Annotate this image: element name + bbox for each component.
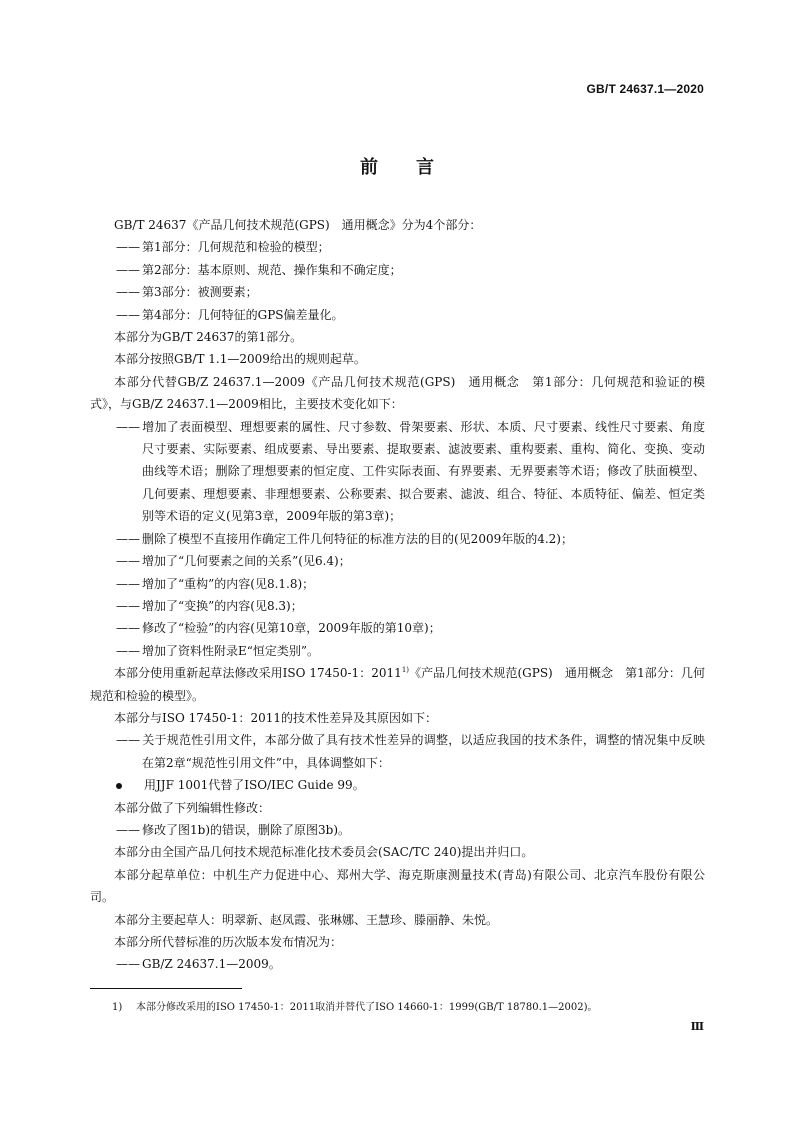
footnote [112,1001,706,1015]
body-paragraph [90,662,705,707]
dash-marker: —— [116,576,140,591]
list-item-text: 关于规范性引用文件，本部分做了具有技术性差异的调整，以适应我国的技术条件，调整的情况集中反映在第2章“规范性引用文件”中，具体调整如下： [142,733,705,770]
list-item [90,819,705,841]
dash-marker: —— [116,621,140,636]
list-item [90,304,705,326]
list-item-text: 增加了表面模型、理想要素的属性、尺寸参数、骨架要素、形状、本质、尺寸要素、线性尺寸要素、角度尺寸要素、实际要素、组成要素、导出要素、提取要素、滤波要素、重构要素、重构、简化、变换、变动曲线等术语；删除了理想要素的恒定度、工件实际表面、有界要素、无界要素等术语；修改了肤面模型、几何要素、理想要素、非理想要素、公称要素、拟合要素、滤波、组合、特征、本质特征、偏差、恒定类别等术语的定义(见第3章，2009年版的第3章)； [142,419,705,524]
body-paragraph: 本部分代替GB/Z 24637.1—2009《产品几何技术规范(GPS) 通用概念 第1部分：几何规范和验证的模式》，与GB/Z 24637.1—2009相比，主要技术变化如下： [90,374,705,412]
dash-marker: —— [116,643,140,658]
body-paragraph: GB/T 24637《产品几何技术规范(GPS) 通用概念》分为4个部分： [114,218,482,232]
footnote-divider [90,988,242,989]
body-paragraph: 本部分主要起草人：明翠新、赵凤霞、张琳娜、王慧珍、滕丽静、朱悦。 [114,912,499,927]
list-item-text: 增加了“几何要素之间的关系”(见6.4)； [142,554,351,569]
dash-marker: —— [116,285,140,300]
list-item-text: 修改了图1b)的错误，删除了原图3b)。 [142,822,350,837]
dash-marker: —— [116,531,140,546]
body-paragraph: 本部分起草单位：中机生产力促进中心、郑州大学、海克斯康测量技术(青岛)有限公司、北京汽车股份有限公司。 [90,867,705,905]
dash-marker: —— [116,262,140,277]
list-item-text: 第1部分：几何规范和检验的模型； [142,240,330,255]
list-item [90,953,705,975]
list-item-text: 增加了“重构”的内容(见8.1.8)； [142,576,315,591]
list-item-text: 第3部分：被测要素； [142,285,258,300]
body-paragraph: 本部分为GB/T 24637的第1部分。 [114,330,303,345]
footnote-number: 1) [112,1002,123,1013]
paragraph-text: 《产品几何技术规范(GPS) 通用概念 第1部分：几何规范和检验的模型》。 [90,666,705,703]
list-item [90,528,705,550]
page-number: Ⅲ [690,1020,704,1033]
dash-marker: —— [116,733,140,748]
list-item-text: 修改了“检验”的内容(见第10章，2009年版的第10章)； [142,621,441,636]
standard-code: GB/T 24637.1—2020 [586,82,704,96]
list-item [90,236,705,258]
list-item-text: 第4部分：几何特征的GPS偏差量化。 [142,307,344,322]
dash-marker: —— [116,554,140,569]
body-paragraph: 本部分与ISO 17450-1：2011的技术性差异及其原因如下： [114,710,438,725]
footnote-text: 本部分修改采用的ISO 17450-1：2011取消并替代了ISO 14660-1：1999(GB/T 18780.1—2002)。 [136,1002,598,1013]
list-item [90,729,705,774]
list-item [90,573,705,595]
dash-marker: —— [116,240,140,255]
list-item-text: 增加了资料性附录E“恒定类别”。 [142,643,320,658]
body-paragraph: 本部分所代替标准的历次版本发布情况为： [114,935,343,949]
list-item [90,595,705,617]
dash-marker: —— [116,419,140,434]
bullet-item-text: 用JJF 1001代替了ISO/IEC Guide 99。 [144,778,365,793]
paragraph-text: 本部分使用重新起草法修改采用ISO 17450-1：2011 [114,666,402,681]
dash-marker: —— [116,822,140,837]
bullet-item [90,774,705,796]
list-item-text: 增加了“变换”的内容(见8.3)； [142,598,303,613]
body-paragraph: 本部分按照GB/T 1.1—2009给出的规则起草。 [114,352,366,367]
foreword-body [90,214,705,976]
list-item [90,281,705,303]
page-title: 前言 [360,157,472,178]
list-item-text: 删除了模型不直接用作确定工件几何特征的标准方法的目的(见2009年版的4.2)； [142,531,573,546]
list-item-text: GB/Z 24637.1—2009。 [142,957,281,972]
list-item [90,550,705,572]
dash-marker: —— [116,307,140,322]
bullet-dot-icon [116,783,122,789]
list-item-text: 第2部分：基本原则、规范、操作集和不确定度； [142,262,402,277]
footnote-reference: 1) [401,666,410,675]
list-item [90,259,705,281]
body-paragraph: 本部分做了下列编辑性修改： [114,800,271,815]
dash-marker: —— [116,598,140,613]
body-paragraph: 本部分由全国产品几何技术规范标准化技术委员会(SAC/TC 240)提出并归口。 [114,845,534,860]
dash-marker: —— [116,957,140,972]
list-item [90,640,705,662]
list-item [90,617,705,639]
list-item [90,416,705,528]
